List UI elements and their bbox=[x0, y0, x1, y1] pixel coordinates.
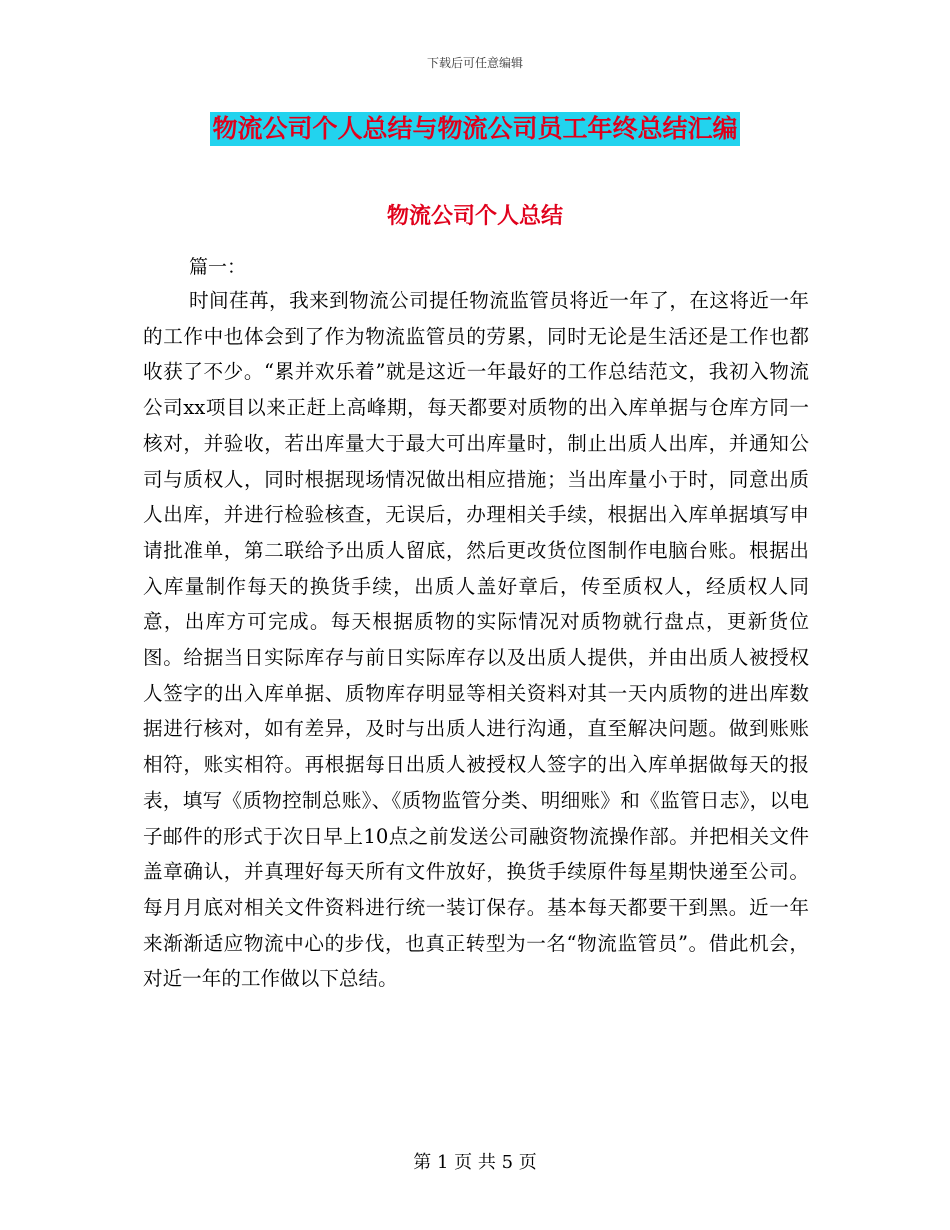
document-title: 物流公司个人总结与物流公司员工年终总结汇编 bbox=[210, 112, 739, 146]
page-header-note: 下载后可任意编辑 bbox=[426, 56, 523, 70]
section-title: 物流公司个人总结 bbox=[386, 203, 563, 229]
subsection-label: 篇一： bbox=[189, 256, 247, 278]
body-paragraph: 时间荏苒，我来到物流公司提任物流监管员将近一年了，在这将近一年的工作中也体会到了作为物流监管员的劳累，同时无论是生活还是工作也都收获了不少。“累并欢乐着”就是这近一年最好的工作总结范文，我初入物流公司xx项目以来正赶上高峰期，每天都要对质物的出入库单据与仓库方同一核对，并验收，若出库量大于最大可出库量时，制止出质人出库，并通知公司与质权人，同时根据现场情况做出相应措施；当出库量小于时，同意出质人出库，并进行检验核查，无误后，办理相关手续，根据出入库单据填写申请批准单，第二联给予出质人留底，然后更改货位图制作电脑台账。根据出入库量制作每天的换货手续，出质人盖好章后，传至质权人，经质权人同意，出库方可完成。每天根据质物的实际情况对质物就行盘点，更新货位图。给据当日实际库存与前日实际库存以及出质人提供，并由出质人被授权人签字的出入库单据、质物库存明显等相关资料对其一天内质物的进出库数据进行核对，如有差异，及时与出质人进行沟通，直至解决问题。做到账账相符，账实相符。再根据每日出质人被授权人签字的出入库单据做每天的报表，填写《质物控制总账》、《质物监管分类、明细账》和《监管日志》，以电子邮件的形式于次日早上10点之前发送公司融资物流操作部。并把相关文件盖章确认，并真理好每天所有文件放好，换货手续原件每星期快递至公司。每月月底对相关文件资料进行统一装订保存。基本每天都要干到黑。近一年来渐渐适应物流中心的步伐，也真正转型为一名“物流监管员”。借此机会，对近一年的工作做以下总结。 bbox=[143, 289, 809, 991]
page-footer-indicator: 第 1 页 共 5 页 bbox=[413, 1152, 537, 1173]
document-title-container bbox=[0, 112, 950, 146]
